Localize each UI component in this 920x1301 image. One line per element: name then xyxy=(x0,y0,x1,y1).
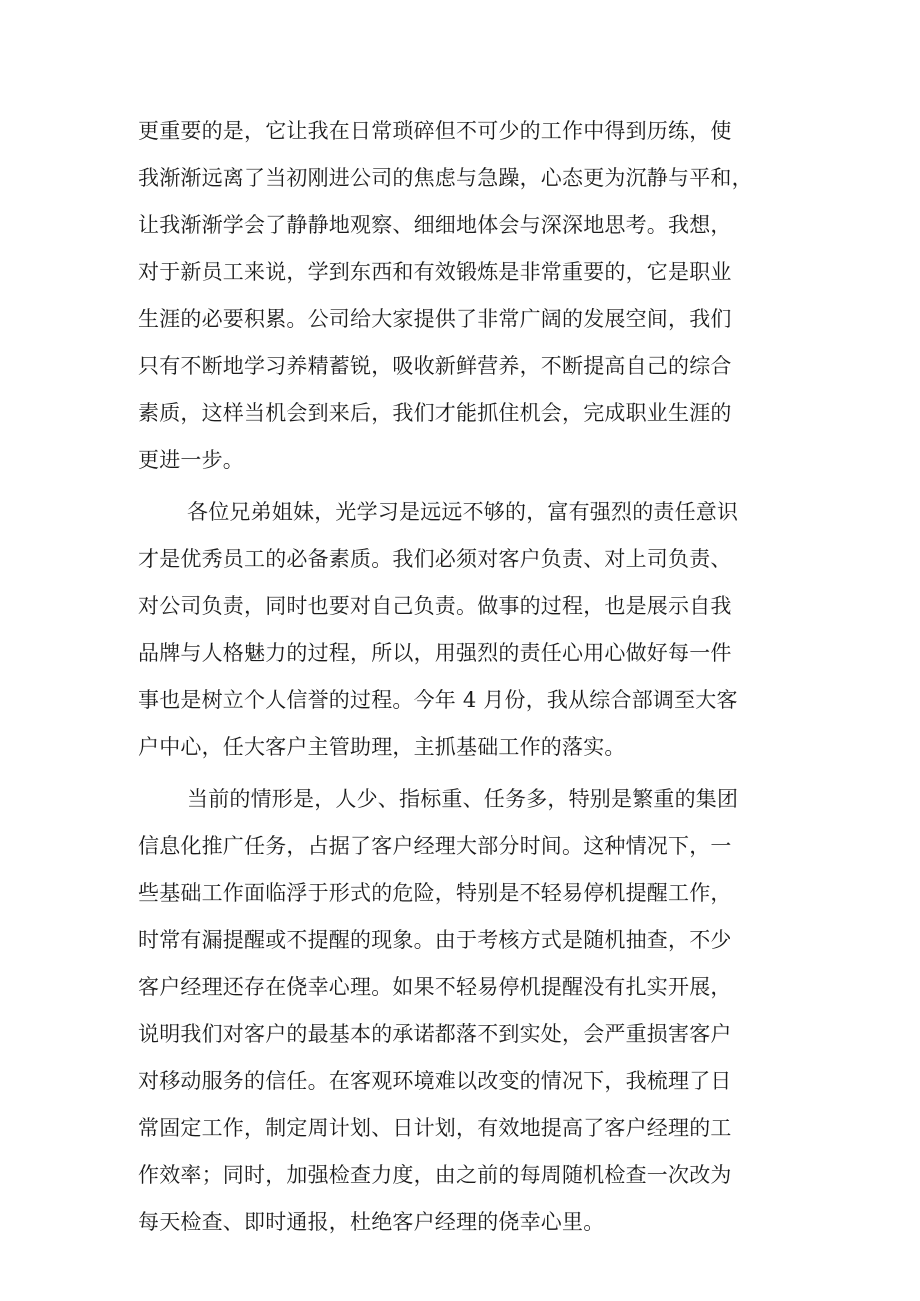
text-line: 信息化推广任务，占据了客户经理大部分时间。这种情况下，一 xyxy=(138,834,732,858)
text-line: 说明我们对客户的最基本的承诺都落不到实处，会严重损害客户 xyxy=(138,1022,732,1046)
text-line: 客户经理还存在侥幸心理。如果不轻易停机提醒没有扎实开展， xyxy=(138,975,732,999)
text-line: 各位兄弟姐妹，光学习是远远不够的，富有强烈的责任意识 xyxy=(187,500,739,524)
text-line: 我渐渐远离了当初刚进公司的焦虑与急躁，心态更为沉静与平和， xyxy=(138,166,753,190)
text-line: 生涯的必要积累。公司给大家提供了非常广阔的发展空间，我们 xyxy=(138,307,732,331)
text-line: 更进一步。 xyxy=(138,448,244,472)
text-line: 时常有漏提醒或不提醒的现象。由于考核方式是随机抽查，不少 xyxy=(138,928,732,952)
paragraph-2 xyxy=(138,489,798,771)
text-line: 只有不断地学习养精蓄锐，吸收新鲜营养，不断提高自己的综合 xyxy=(138,354,732,378)
paragraph-3 xyxy=(138,776,798,1246)
text-line: 事也是树立个人信誉的过程。今年 4 月份，我从综合部调至大客 xyxy=(138,688,738,712)
text-line: 更重要的是，它让我在日常琐碎但不可少的工作中得到历练，使 xyxy=(138,119,732,143)
document-body xyxy=(138,108,798,1251)
text-line: 对于新员工来说，学到东西和有效锻炼是非常重要的，它是职业 xyxy=(138,260,732,284)
text-line: 让我渐渐学会了静静地观察、细细地体会与深深地思考。我想， xyxy=(138,213,732,237)
text-line: 品牌与人格魅力的过程，所以，用强烈的责任心用心做好每一件 xyxy=(138,641,732,665)
text-line: 常固定工作，制定周计划、日计划，有效地提高了客户经理的工 xyxy=(138,1116,732,1140)
text-line: 些基础工作面临浮于形式的危险，特别是不轻易停机提醒工作， xyxy=(138,881,732,905)
text-line: 作效率；同时，加强检查力度，由之前的每周随机检查一次改为 xyxy=(138,1163,732,1187)
text-line: 对公司负责，同时也要对自己负责。做事的过程，也是展示自我 xyxy=(138,594,732,618)
text-line: 每天检查、即时通报，杜绝客户经理的侥幸心里。 xyxy=(138,1210,605,1234)
text-line: 当前的情形是，人少、指标重、任务多，特别是繁重的集团 xyxy=(187,787,739,811)
text-line: 才是优秀员工的必备素质。我们必须对客户负责、对上司负责、 xyxy=(138,547,732,571)
text-line: 素质，这样当机会到来后，我们才能抓住机会，完成职业生涯的 xyxy=(138,401,732,425)
text-line: 户中心，任大客户主管助理，主抓基础工作的落实。 xyxy=(138,735,626,759)
paragraph-1 xyxy=(138,108,798,484)
text-line: 对移动服务的信任。在客观环境难以改变的情况下，我梳理了日 xyxy=(138,1069,732,1093)
